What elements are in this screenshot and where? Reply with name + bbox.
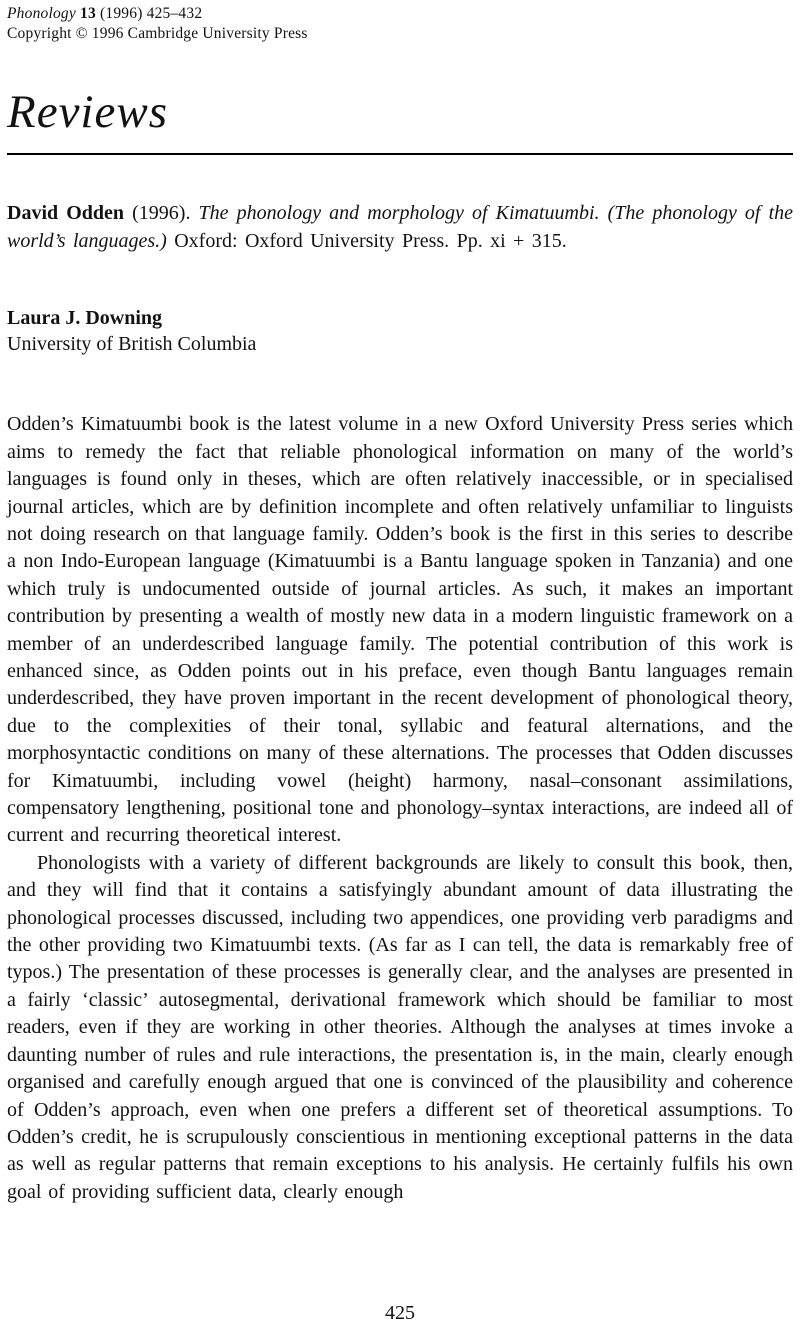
journal-issue-pages: (1996) 425–432 xyxy=(100,5,203,22)
journal-name: Phonology xyxy=(7,5,76,22)
reviewer-block xyxy=(7,305,793,357)
citation-author: David Odden xyxy=(7,202,125,225)
citation-year: (1996). xyxy=(124,202,199,225)
journal-volume: 13 xyxy=(80,5,96,22)
citation-book-title: The phonology and morphology of Kimatuumbi. (The phonology of the world’s languages.) xyxy=(7,202,794,253)
reviewer-name: Laura J. Downing xyxy=(7,307,163,330)
journal-header xyxy=(7,4,793,44)
copyright-line: Copyright © 1996 Cambridge University Press xyxy=(7,25,308,42)
book-citation xyxy=(7,199,793,255)
page-number: 425 xyxy=(385,1302,415,1324)
title-divider xyxy=(7,153,793,155)
review-paragraph-1: Odden’s Kimatuumbi book is the latest volume in a new Oxford University Press series which aims to remedy the fact that reliable phonological information on many of the world’s languages is found only in theses, which are often relatively inaccessible, or in specialised journal articles, which are by definition incomplete and often relatively unfamiliar to linguists not doing research on that language family. Odden’s book is the first in this series to describe a non Indo-European language (Kimatuumbi is a Bantu language spoken in Tanzania) and one which truly is undocumented outside of journal articles. As such, it makes an important contribution by presenting a wealth of mostly new data in a modern linguistic framework on a member of an underdescribed language family. The potential contribution of this work is enhanced since, as Odden points out in his preface, even though Bantu languages remain underdescribed, they have proven important in the recent development of phonological theory, due to the complexities of their tonal, syllabic and featural alternations, and the morphosyntactic conditions on many of these alternations. The processes that Odden discusses for Kimatuumbi, including vowel (height) harmony, nasal–consonant assimilations, compensatory lengthening, positional tone and phonology–syntax interactions, are indeed all of current and recurring theoretical interest. xyxy=(7,413,793,847)
review-body xyxy=(7,411,793,1206)
journal-citation-line xyxy=(7,4,793,24)
citation-publisher: Oxford: Oxford University Press. Pp. xi + 315. xyxy=(166,230,567,253)
section-title: Reviews xyxy=(7,86,168,138)
reviewer-affiliation: University of British Columbia xyxy=(7,333,257,356)
review-paragraph-2: Phonologists with a variety of different backgrounds are likely to consult this book, then, and they will find that it contains a satisfyingly abundant amount of data illustrating the phonological processes discussed, including two appendices, one providing verb paradigms and the other providing two Kimatuumbi texts. (As far as I can tell, the data is remarkably free of typos.) The presentation of these processes is generally clear, and the analyses are presented in a fairly ‘classic’ autosegmental, derivational framework which should be familiar to most readers, even if they are working in other theories. Although the analyses at times invoke a daunting number of rules and rule interactions, the presentation is, in the main, clearly enough organised and carefully enough argued that one is convinced of the plausibility and coherence of Odden’s approach, even when one prefers a different set of theoretical assumptions. To Odden’s credit, he is scrupulously conscientious in mentioning exceptional patterns in the data as well as regular patterns that remain exceptions to his analysis. He certainly fulfils his own goal of providing sufficient data, clearly enough xyxy=(7,851,793,1203)
